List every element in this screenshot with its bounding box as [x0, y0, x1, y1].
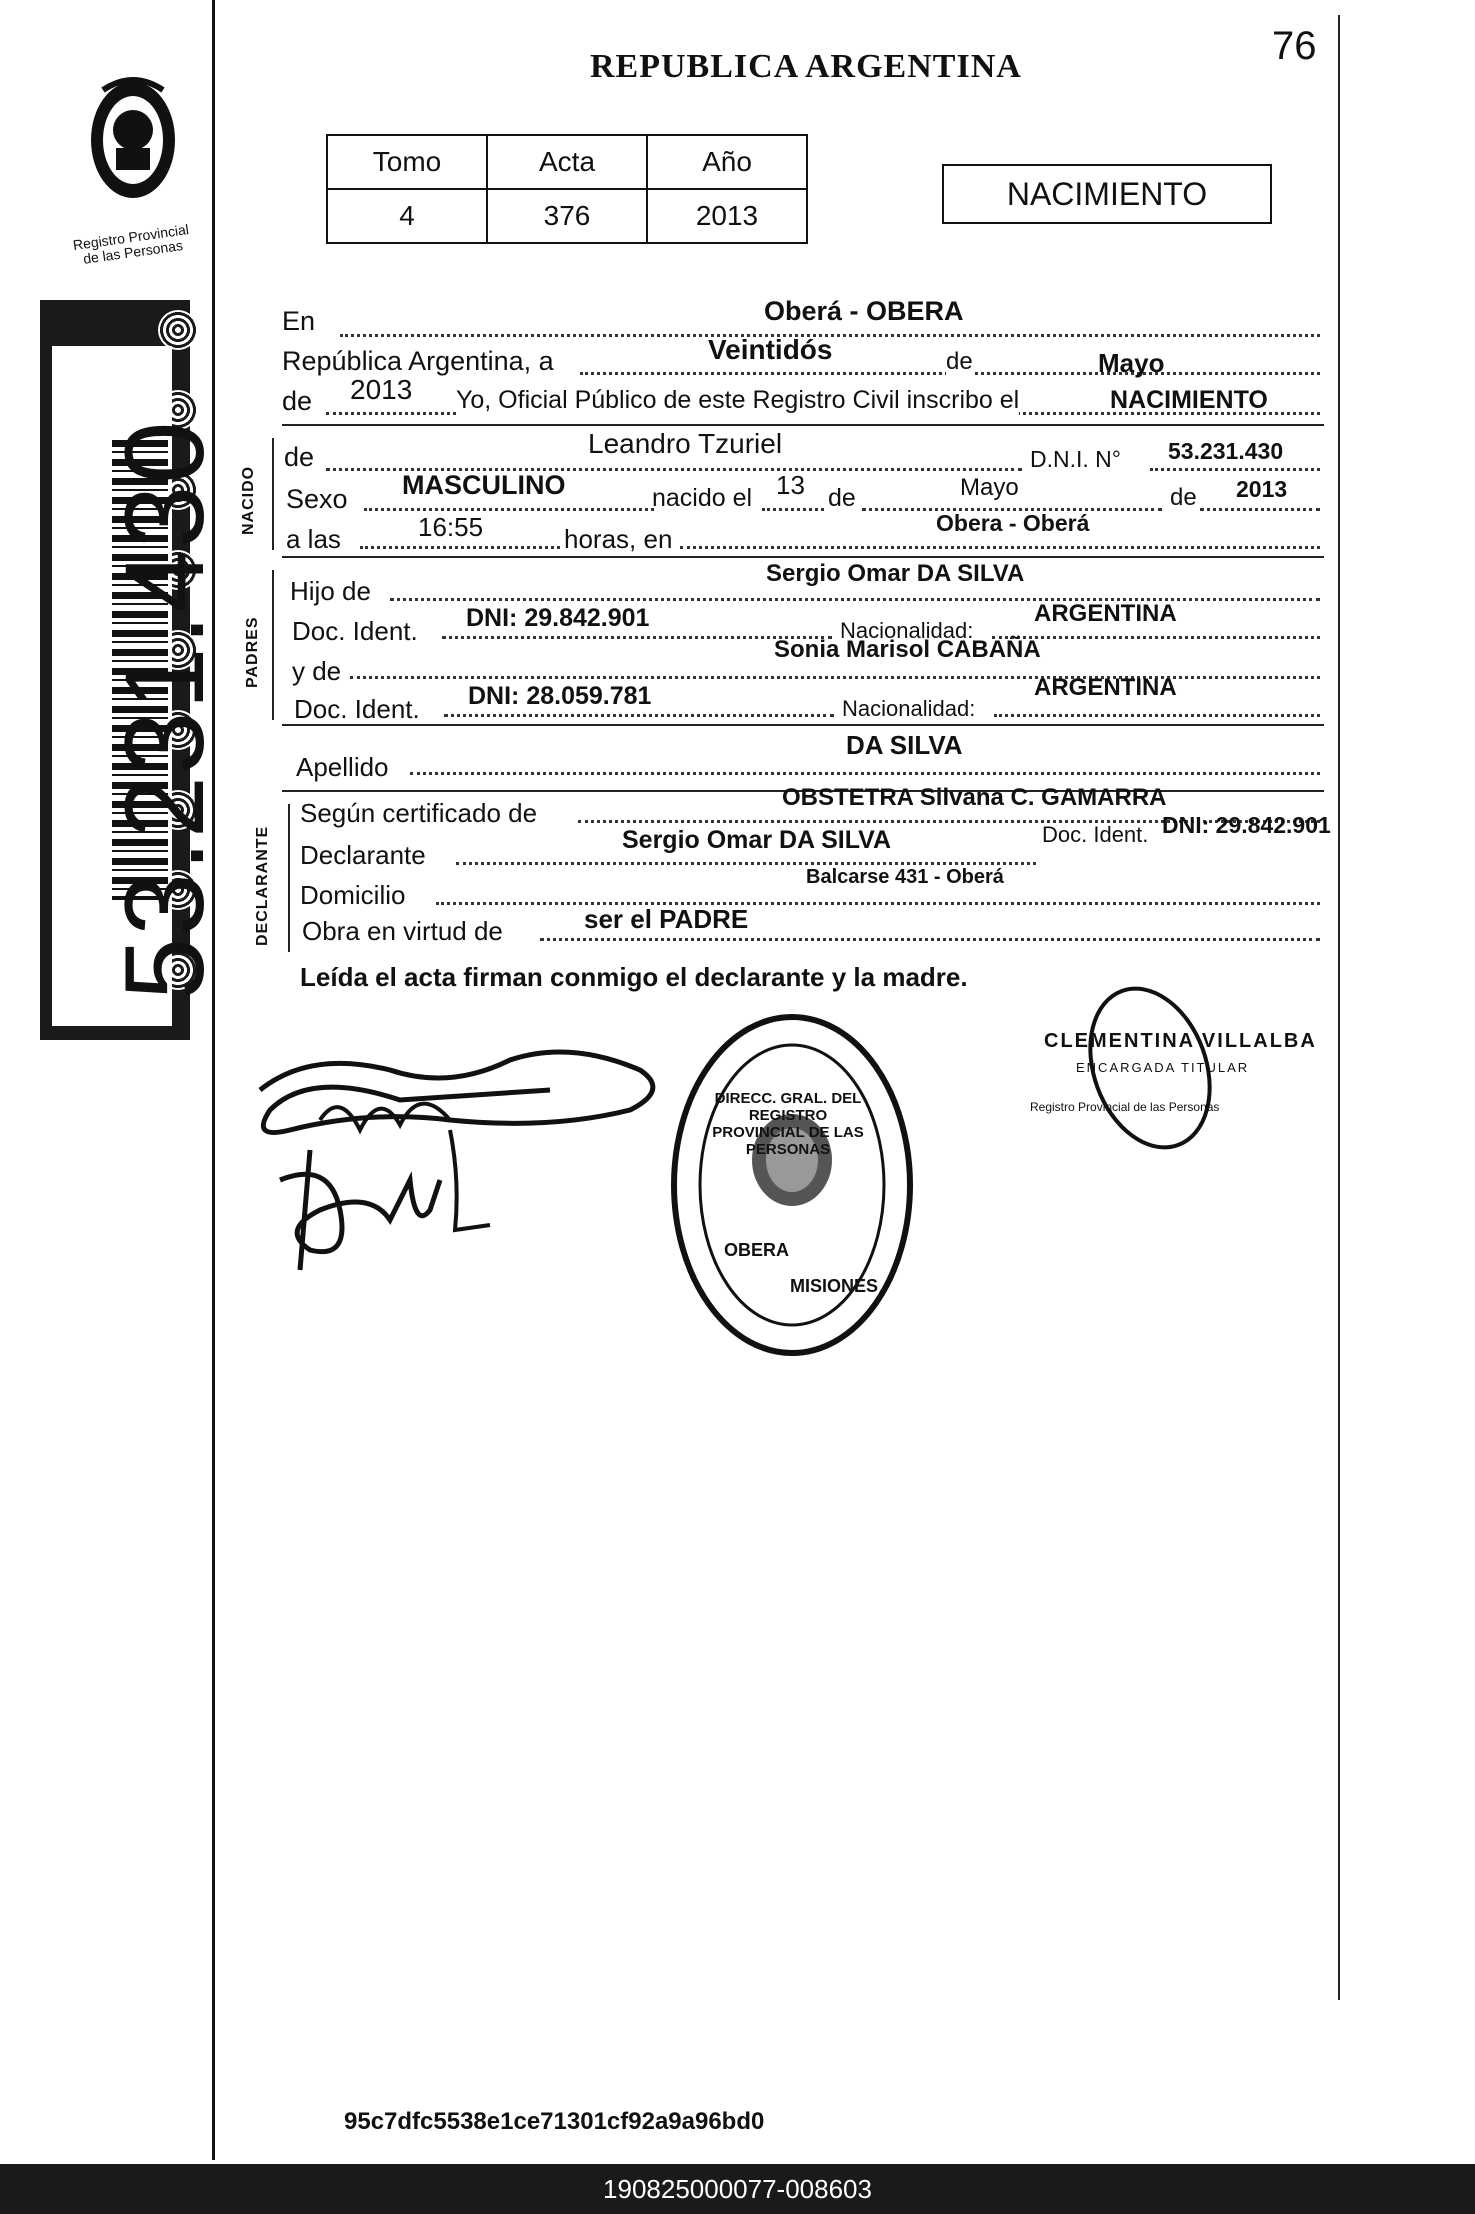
dotted-leader — [680, 546, 1320, 549]
section-divider — [282, 556, 1324, 558]
value-padre: Sergio Omar DA SILVA — [766, 560, 1025, 587]
value-nac-padre: ARGENTINA — [1034, 600, 1177, 627]
record-type-box: NACIMIENTO — [942, 164, 1272, 224]
anio-value: 2013 — [647, 189, 807, 243]
label-de-year: de — [282, 386, 313, 416]
label-a-las: a las — [286, 524, 341, 554]
section-declarante: DECLARANTE — [254, 825, 271, 946]
value-doc-declarante: DNI: 29.842.901 — [1162, 812, 1331, 838]
label-doc-ident-2: Doc. Ident. — [294, 694, 420, 724]
value-declarante: Sergio Omar DA SILVA — [622, 826, 892, 854]
value-dia-nac: 13 — [776, 470, 805, 500]
label-nacido-el: nacido el — [652, 484, 753, 512]
dotted-leader — [360, 546, 560, 549]
value-doc-madre: DNI: 28.059.781 — [468, 682, 652, 710]
value-doc-padre: DNI: 29.842.901 — [466, 604, 650, 632]
spiral-ornament — [158, 310, 198, 350]
section-padres: PADRES — [244, 616, 261, 688]
logo-caption: Registro Provincial de las Personas — [71, 221, 190, 267]
label-de-anio: de — [1170, 484, 1197, 511]
stamp-office: Registro Provincial de las Personas — [1030, 1100, 1220, 1114]
reference-table — [326, 134, 808, 244]
label-segun-certificado: Según certificado de — [300, 798, 538, 828]
dotted-leader — [390, 598, 1320, 601]
value-madre: Sonia Marisol CABAÑA — [774, 636, 1041, 663]
label-dni: D.N.I. N° — [1030, 446, 1121, 472]
value-dni: 53.231.430 — [1168, 438, 1284, 464]
label-nacionalidad-2: Nacionalidad: — [842, 696, 976, 721]
side-number: 53.231.430 — [102, 419, 227, 1000]
label-sexo: Sexo — [286, 484, 348, 514]
seal-province: MISIONES — [790, 1276, 879, 1296]
provincial-registry-logo — [78, 70, 188, 230]
footer-code: 190825000077-008603 — [0, 2164, 1475, 2214]
label-domicilio: Domicilio — [300, 880, 406, 910]
label-nacionalidad-1: Nacionalidad: — [840, 618, 974, 643]
section-bracket — [288, 804, 290, 952]
label-de-nombre: de — [284, 442, 315, 472]
value-anio-nac: 2013 — [1236, 476, 1288, 502]
label-doc-ident-3: Doc. Ident. — [1042, 822, 1149, 847]
value-mes: Mayo — [1098, 348, 1165, 378]
value-lugar: Oberá - OBERA — [764, 296, 964, 326]
label-yo-oficial: Yo, Oficial Público de este Registro Civil inscribo el — [456, 386, 1020, 414]
value-tipo: NACIMIENTO — [1110, 386, 1268, 414]
value-dia-letras: Veintidós — [708, 334, 833, 365]
tomo-value: 4 — [327, 189, 487, 243]
dotted-leader — [540, 938, 1320, 941]
value-nac-madre: ARGENTINA — [1034, 674, 1177, 701]
label-de: de — [946, 348, 973, 375]
right-margin-rule — [1338, 15, 1340, 2000]
dotted-leader — [1200, 508, 1320, 511]
label-hijo-de: Hijo de — [290, 576, 371, 606]
label-de-mes: de — [828, 484, 856, 512]
tomo-header: Tomo — [327, 135, 487, 189]
dotted-leader — [762, 508, 824, 511]
seal-ring-text: DIRECC. GRAL. DEL REGISTRO PROVINCIAL DE LAS PERSONAS — [712, 1090, 864, 1158]
document-hash: 95c7dfc5538e1ce71301cf92a9a96bd0 — [344, 2108, 765, 2135]
dotted-leader — [992, 636, 1320, 639]
closing-statement: Leída el acta firman conmigo el declarante y la madre. — [300, 962, 968, 992]
value-domicilio: Balcarse 431 - Oberá — [806, 866, 1004, 888]
section-bracket — [272, 570, 274, 720]
section-divider — [282, 424, 1324, 426]
dotted-leader — [444, 714, 834, 717]
section-divider — [282, 724, 1324, 726]
label-apellido: Apellido — [296, 752, 389, 782]
anio-header: Año — [647, 135, 807, 189]
stamp-name: CLEMENTINA VILLALBA — [1044, 1030, 1317, 1052]
seal-city: OBERA — [724, 1240, 790, 1260]
margin-rule — [212, 0, 215, 2160]
value-mes-nac: Mayo — [960, 474, 1019, 501]
reference-header-row — [327, 135, 807, 189]
reference-value-row — [327, 189, 807, 243]
label-doc-ident-1: Doc. Ident. — [292, 616, 418, 646]
acta-value: 376 — [487, 189, 647, 243]
dotted-leader — [410, 772, 1320, 775]
dotted-leader — [994, 714, 1320, 717]
dotted-leader — [1150, 468, 1320, 471]
label-declarante: Declarante — [300, 840, 426, 870]
label-obra-en-virtud: Obra en virtud de — [302, 916, 503, 946]
value-sexo: MASCULINO — [402, 470, 566, 500]
dotted-leader — [456, 862, 1036, 865]
label-horas-en: horas, en — [564, 524, 673, 554]
signatures — [250, 1030, 690, 1290]
section-nacido: NACIDO — [240, 465, 257, 535]
section-bracket — [272, 438, 274, 550]
value-obra-en-virtud: ser el PADRE — [584, 904, 749, 934]
dotted-leader — [364, 508, 654, 511]
document-title: REPUBLICA ARGENTINA — [590, 48, 1022, 85]
label-republica: República Argentina, a — [282, 346, 554, 376]
stamp-title: ENCARGADA TITULAR — [1076, 1060, 1250, 1075]
value-certificado: OBSTETRA Silvana C. GAMARRA — [782, 784, 1167, 811]
page-number: 76 — [1272, 24, 1317, 68]
dotted-leader — [436, 902, 1320, 905]
value-lugar-nac: Obera - Oberá — [936, 510, 1090, 536]
value-apellido: DA SILVA — [846, 730, 963, 760]
value-nombre: Leandro Tzuriel — [588, 428, 783, 459]
registry-seal — [668, 1010, 916, 1360]
value-anio: 2013 — [350, 374, 413, 405]
label-y-de: y de — [292, 656, 342, 686]
acta-header: Acta — [487, 135, 647, 189]
value-hora: 16:55 — [418, 512, 484, 542]
label-en: En — [282, 306, 316, 336]
